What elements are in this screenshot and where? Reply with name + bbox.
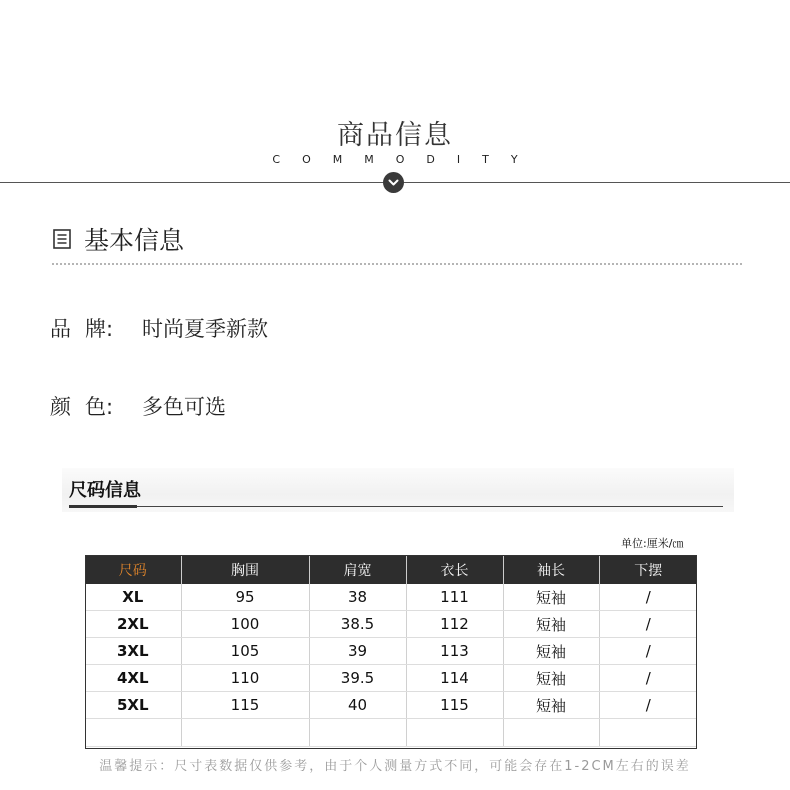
brand-label-suffix: 牌: — [85, 317, 114, 341]
color-label-suffix: 色: — [85, 395, 114, 419]
cell-sleeve: 短袖 — [503, 611, 599, 638]
size-note: 温馨提示：尺寸表数据仅供参考，由于个人测量方式不同，可能会存在1-2CM左右的误差 — [99, 759, 691, 774]
page-title: 商品信息 — [337, 120, 453, 151]
cell-hem: / — [599, 665, 697, 692]
chevron-down-icon — [383, 172, 404, 193]
cell-hem: / — [599, 638, 697, 665]
cell-chest: 95 — [181, 584, 309, 611]
cell-chest: 105 — [181, 638, 309, 665]
header-sleeve: 袖长 — [503, 555, 599, 584]
unit-label: 单位:厘米/㎝ — [621, 537, 684, 550]
brand-value: 时尚夏季新款 — [142, 317, 268, 341]
page-subtitle: COMMODITY — [272, 153, 540, 166]
color-value: 多色可选 — [142, 395, 226, 419]
cell-size: 5XL — [85, 692, 181, 719]
cell-size: XL — [85, 584, 181, 611]
dotted-divider — [52, 263, 742, 265]
size-title-underline — [69, 505, 137, 508]
cell-hem: / — [599, 611, 697, 638]
cell-sleeve: 短袖 — [503, 692, 599, 719]
header-chest: 胸围 — [181, 555, 309, 584]
brand-label-char: 品 — [50, 317, 71, 341]
cell-hem: / — [599, 692, 697, 719]
cell-length: 114 — [406, 665, 503, 692]
brand-label — [50, 313, 113, 343]
color-label-char: 颜 — [50, 395, 71, 419]
size-divider — [69, 506, 723, 507]
header-hem: 下摆 — [599, 555, 697, 584]
cell-size: 4XL — [85, 665, 181, 692]
basic-info-title: 基本信息 — [84, 226, 185, 255]
header-shoulder: 肩宽 — [309, 555, 406, 584]
header-length: 衣长 — [406, 555, 503, 584]
cell-shoulder: 39 — [309, 638, 406, 665]
cell-length: 115 — [406, 692, 503, 719]
cell-shoulder: 38 — [309, 584, 406, 611]
cell-chest: 115 — [181, 692, 309, 719]
table-frame — [85, 555, 697, 749]
header-size: 尺码 — [85, 555, 181, 584]
cell-chest: 100 — [181, 611, 309, 638]
cell-sleeve: 短袖 — [503, 665, 599, 692]
cell-sleeve: 短袖 — [503, 584, 599, 611]
cell-size: 3XL — [85, 638, 181, 665]
size-info-title: 尺码信息 — [69, 480, 141, 501]
color-label — [50, 391, 113, 421]
document-icon — [53, 229, 71, 253]
cell-length: 113 — [406, 638, 503, 665]
cell-size: 2XL — [85, 611, 181, 638]
cell-sleeve: 短袖 — [503, 638, 599, 665]
cell-chest: 110 — [181, 665, 309, 692]
cell-shoulder: 38.5 — [309, 611, 406, 638]
cell-shoulder: 39.5 — [309, 665, 406, 692]
cell-length: 111 — [406, 584, 503, 611]
cell-shoulder: 40 — [309, 692, 406, 719]
cell-hem: / — [599, 584, 697, 611]
cell-length: 112 — [406, 611, 503, 638]
